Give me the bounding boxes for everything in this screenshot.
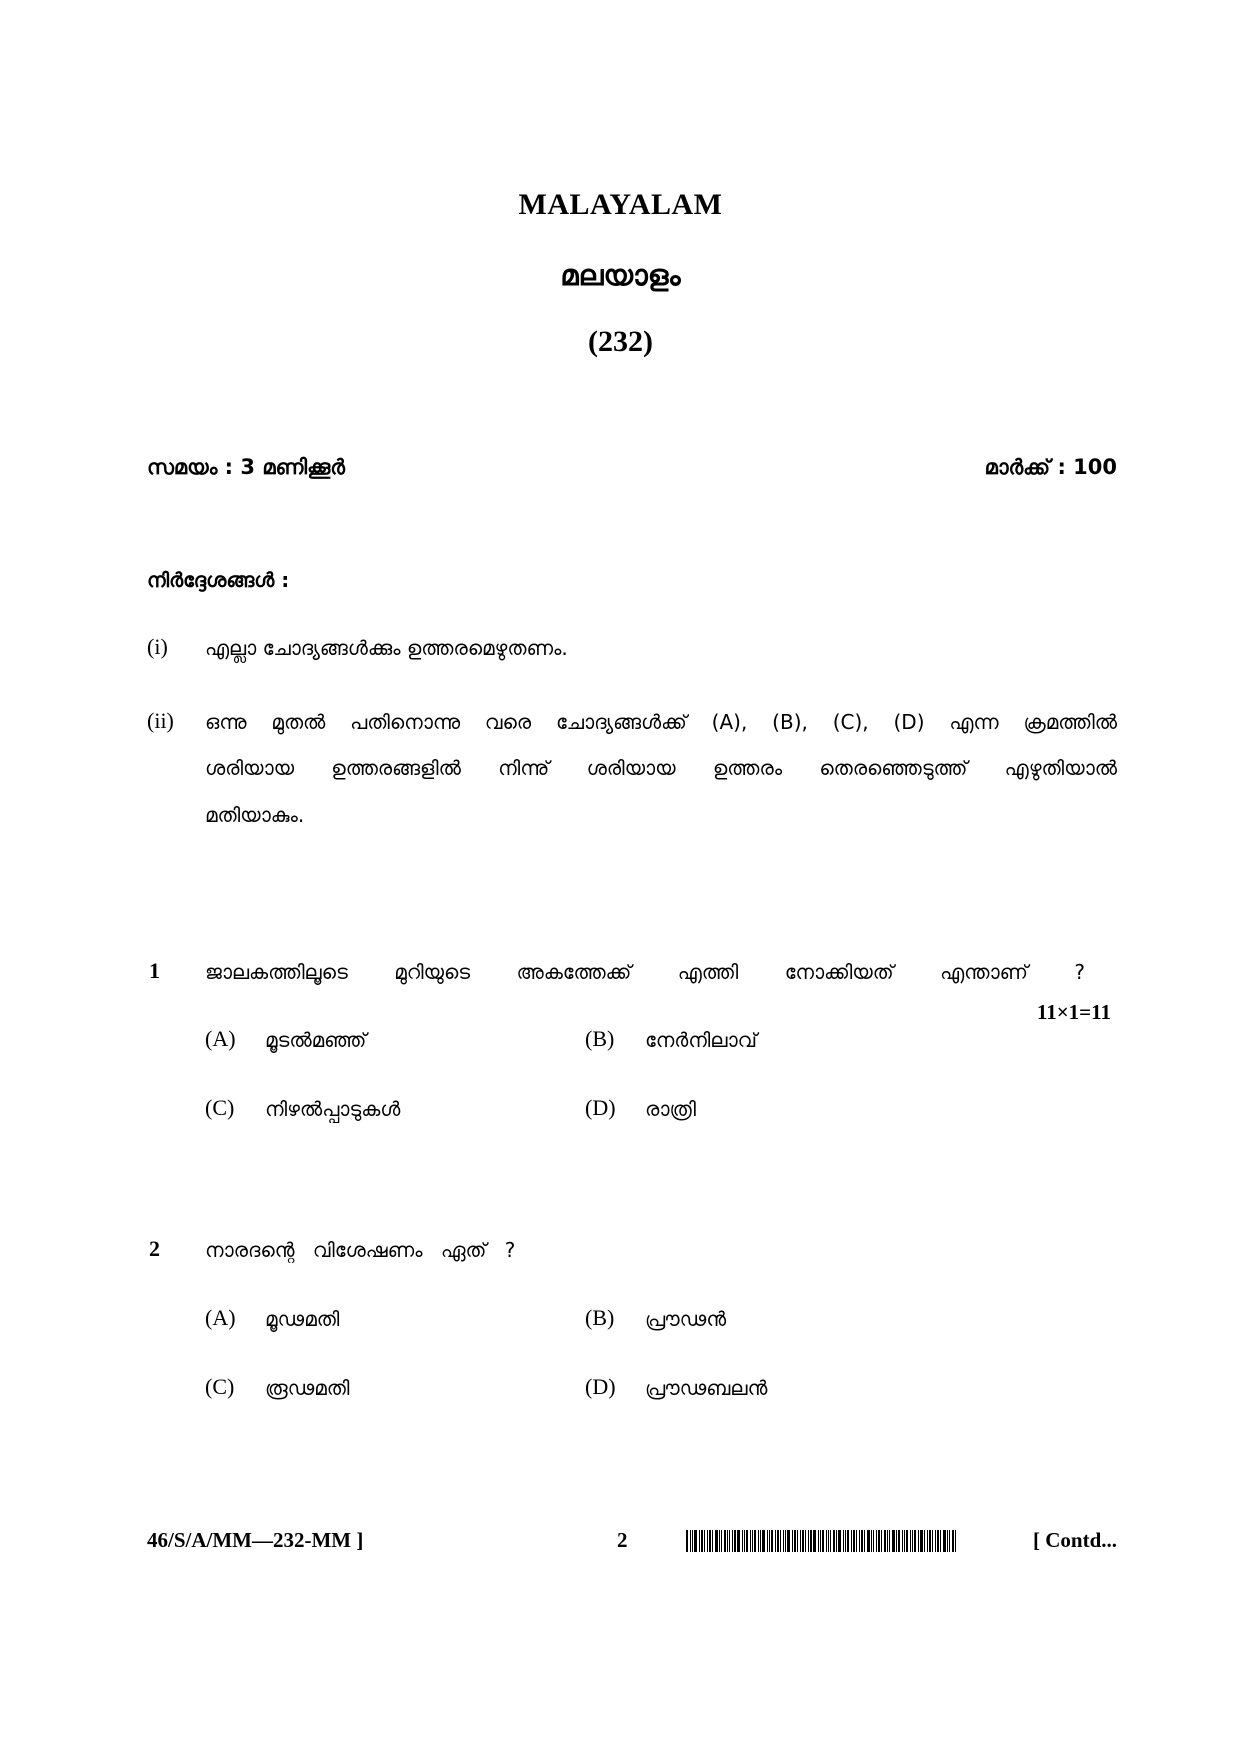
barcode-bar [787,1530,790,1552]
barcode-bar [758,1530,759,1552]
barcode-bar [912,1530,913,1552]
barcode-bar [690,1530,691,1552]
barcode-bar [828,1530,829,1552]
barcode-bar [802,1530,804,1552]
option-letter: (A) [205,1026,236,1051]
barcode-bar [719,1530,720,1552]
barcode-bar [871,1530,872,1552]
barcode-bar [929,1530,931,1552]
option-letter: (D) [585,1374,616,1399]
barcode-bar [952,1530,954,1552]
barcode-bar [847,1530,849,1552]
option-letter: (B) [585,1026,615,1051]
barcode-bar [932,1530,933,1552]
barcode-bar [775,1530,776,1552]
barcode-bar [752,1530,753,1552]
barcode-bar [878,1530,880,1552]
barcode [686,1530,986,1552]
barcode-bar [864,1530,865,1552]
option-letter: (C) [205,1374,235,1399]
barcode-bar [820,1530,821,1552]
barcode-bar [699,1530,700,1552]
barcode-bar [935,1530,936,1552]
question-number: 2 [149,1236,160,1261]
paper-title-malayalam: മലയാളം [560,258,681,292]
barcode-bar [845,1530,846,1552]
continued-label: [ Contd... [1032,1528,1117,1552]
barcode-bar [771,1530,773,1552]
question-text: നാരദന്റെ വിശേഷണം ഏത് ? [205,1238,516,1262]
barcode-bar [709,1530,711,1552]
barcode-bar [818,1530,819,1552]
barcode-bar [920,1530,923,1552]
barcode-bar [707,1530,708,1552]
instruction-text: ഒന്നു മുതൽ പതിനൊന്നു വരെ ചോദ്യങ്ങൾക്ക് (A), (B), (C), (D) എന്ന ക്രമത്തിൽ [205,710,1117,734]
paper-title-english: MALAYALAM [518,188,723,221]
barcode-bar [924,1530,925,1552]
barcode-bar [808,1530,809,1552]
barcode-bar [873,1530,874,1552]
barcode-bar [918,1530,919,1552]
barcode-bar [896,1530,897,1552]
barcode-bar [884,1530,886,1552]
option-text: പ്രൗഢബലൻ [645,1376,768,1400]
barcode-bar [861,1530,863,1552]
barcode-bar [794,1530,796,1552]
barcode-bar [838,1530,841,1552]
instruction-text: ശരിയായ ഉത്തരങ്ങളിൽ നിന്നു് ശരിയായ ഉത്തരം തെരഞ്ഞെടുത്ത് എഴുതിയാൽ [205,756,1117,780]
barcode-bar [727,1530,728,1552]
barcode-bar [732,1530,733,1552]
barcode-bar [797,1530,798,1552]
barcode-bar [785,1530,786,1552]
barcode-bar [767,1530,768,1552]
option-letter: (C) [205,1095,235,1120]
barcode-bar [800,1530,801,1552]
barcode-bar [792,1530,793,1552]
barcode-bar [955,1530,956,1552]
barcode-bar [826,1530,827,1552]
barcode-bar [859,1530,860,1552]
barcode-bar [760,1530,761,1552]
barcode-bar [701,1530,703,1552]
barcode-bar [906,1530,908,1552]
barcode-bar [898,1530,900,1552]
barcode-bar [777,1530,779,1552]
barcode-bar [914,1530,916,1552]
barcode-bar [724,1530,726,1552]
footer-paper-code: 46/S/A/MM—232-MM ] [147,1528,364,1552]
barcode-bar [902,1530,903,1552]
question-number: 1 [149,958,160,983]
barcode-bar [836,1530,837,1552]
barcode-bar [734,1530,736,1552]
barcode-bar [694,1530,697,1552]
barcode-bar [892,1530,895,1552]
barcode-bar [742,1530,743,1552]
question-text: ജാലകത്തിലൂടെ മുറിയുടെ അകത്തേക്ക് എത്തി നോക്കിയത് എന്താണ് ? [205,960,1085,984]
barcode-bar [762,1530,765,1552]
barcode-bar [746,1530,748,1552]
barcode-bar [949,1530,950,1552]
barcode-bar [721,1530,722,1552]
barcode-bar [887,1530,888,1552]
option-text: മൂടൽമഞ്ഞ് [265,1028,367,1052]
barcode-bar [876,1530,877,1552]
barcode-bar [813,1530,816,1552]
instruction-text: മതിയാകും. [205,803,305,827]
time-allowed: സമയം : 3 മണിക്കൂർ [147,455,345,479]
paper-code: (232) [588,325,653,358]
barcode-bar [704,1530,705,1552]
option-text: രൂഢമതി [265,1376,350,1400]
option-letter: (A) [205,1305,236,1330]
question-marks: 11×1=11 [1036,1000,1111,1024]
barcode-bar [729,1530,730,1552]
barcode-bar [833,1530,835,1552]
barcode-bar [692,1530,693,1552]
instruction-text: എല്ലാ ചോദ്യങ്ങൾക്കും ഉത്തരമെഴുതണം. [205,636,568,660]
option-text: നിഴൽപ്പാടുകൾ [265,1097,401,1121]
barcode-bar [940,1530,941,1552]
barcode-bar [927,1530,928,1552]
option-letter: (D) [585,1095,616,1120]
barcode-bar [810,1530,812,1552]
barcode-bar [715,1530,718,1552]
barcode-bar [851,1530,852,1552]
barcode-bar [947,1530,948,1552]
barcode-bar [856,1530,857,1552]
barcode-bar [904,1530,905,1552]
option-text: മൂഢമതി [265,1307,340,1331]
barcode-bar [937,1530,939,1552]
barcode-bar [783,1530,784,1552]
barcode-bar [910,1530,911,1552]
option-text: രാത്രി [645,1097,696,1121]
barcode-bar [754,1530,756,1552]
barcode-bar [769,1530,770,1552]
barcode-bar [943,1530,946,1552]
barcode-bar [744,1530,745,1552]
option-letter: (B) [585,1305,615,1330]
maximum-marks: മാർക്ക് : 100 [984,455,1117,479]
instruction-number: (ii) [147,708,174,733]
barcode-bar [843,1530,844,1552]
barcode-bar [805,1530,806,1552]
instruction-number: (i) [147,634,168,659]
barcode-bar [712,1530,713,1552]
barcode-bar [780,1530,781,1552]
barcode-bar [737,1530,740,1552]
barcode-bar [750,1530,751,1552]
option-text: നേർനിലാവ് [645,1028,757,1052]
instructions-heading: നിർദ്ദേശങ്ങൾ : [147,568,290,592]
option-text: പ്രൗഢൻ [645,1307,727,1331]
barcode-bar [881,1530,882,1552]
barcode-bar [867,1530,870,1552]
barcode-bar [686,1530,688,1552]
barcode-bar [822,1530,824,1552]
barcode-bar [830,1530,831,1552]
barcode-bar [853,1530,855,1552]
page-number: 2 [617,1528,628,1552]
barcode-bar [889,1530,890,1552]
